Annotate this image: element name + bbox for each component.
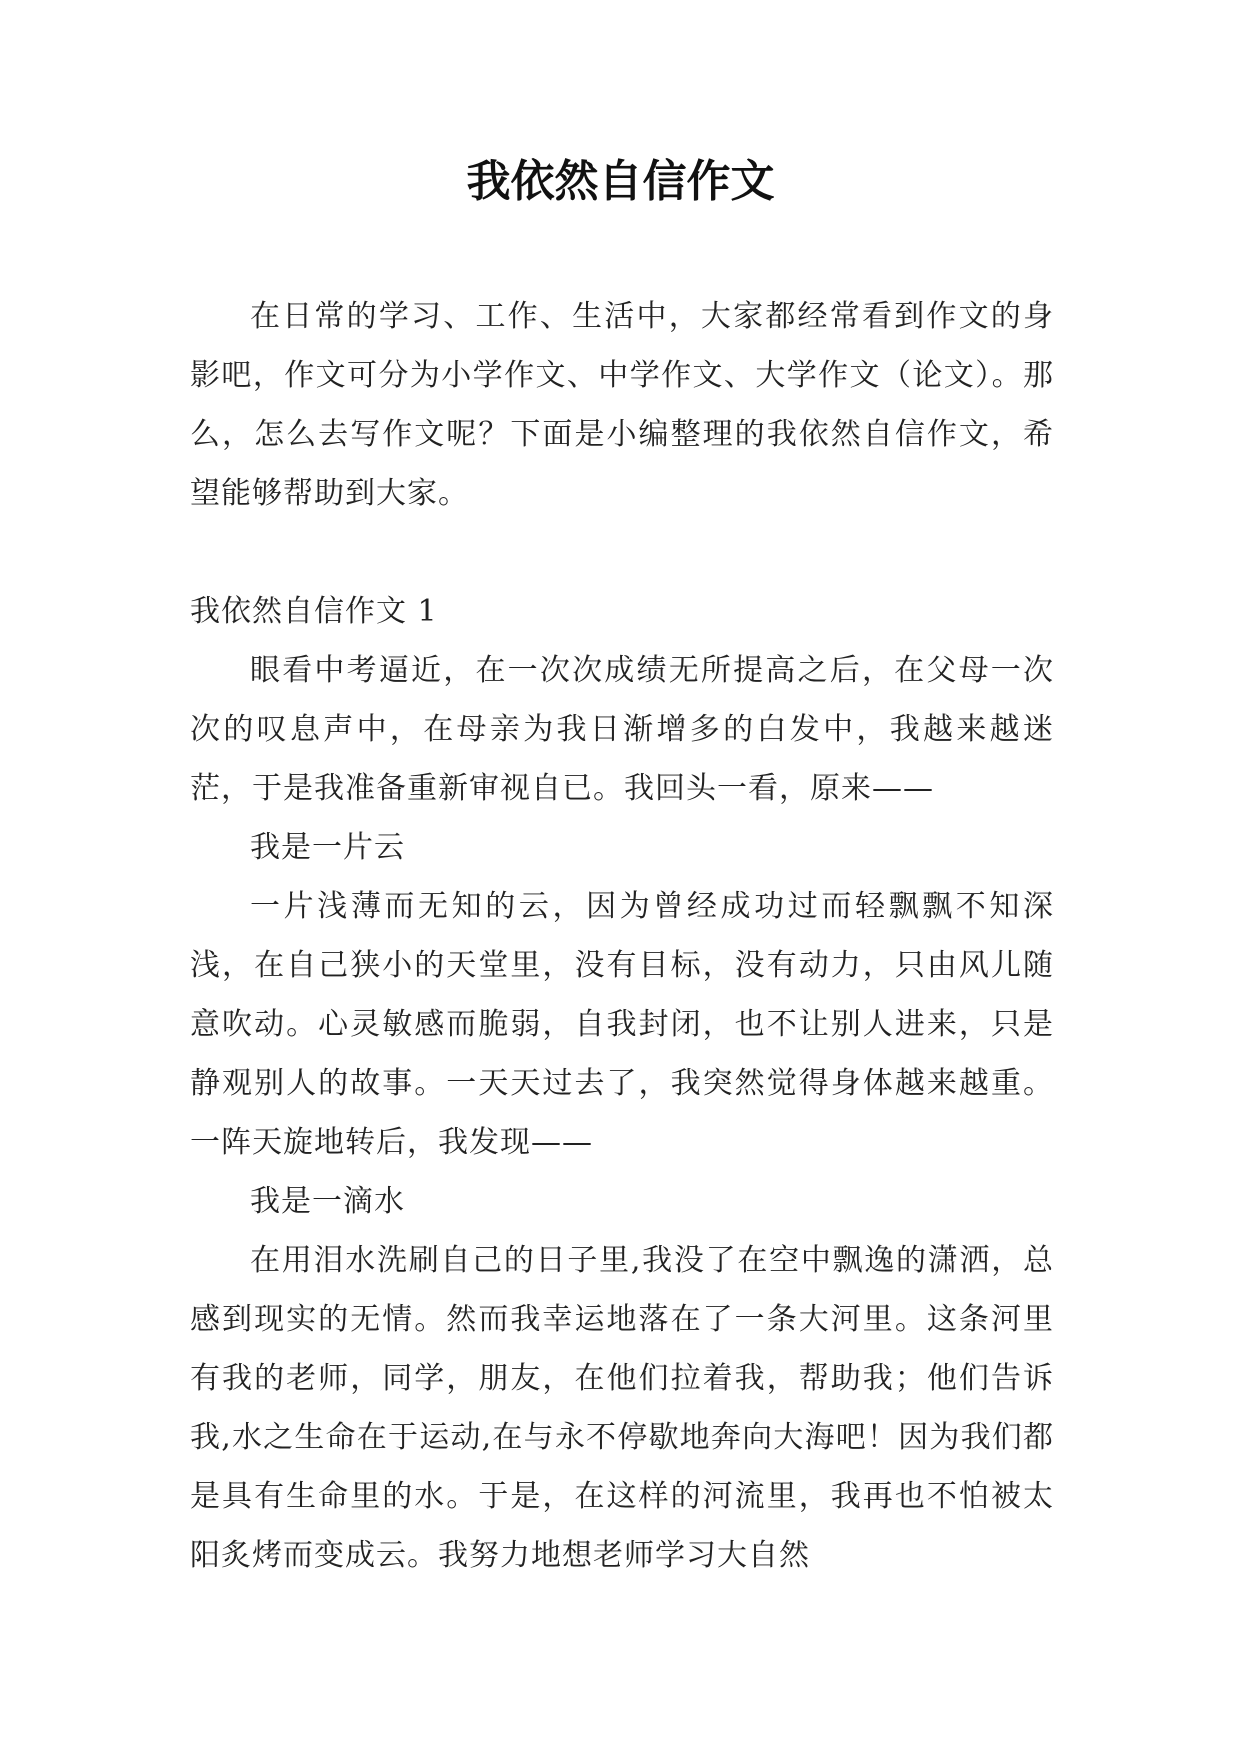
section-heading: 我依然自信作文 1 [190, 594, 438, 629]
body-paragraph: 在用泪水洗刷自己的日子里,我没了在空中飘逸的潇洒，总感到现实的无情。然而我幸运地落在了一条大河里。这条河里有我的老师，同学，朋友，在他们拉着我，帮助我；他们告诉我,水之生命在于运动,在与永不停歇地奔向大海吧！因为我们都是具有生命里的水。于是，在这样的河流里，我再也不怕被太阳炙烤而变成云。我努力地想老师学习大自然 [190, 1243, 1054, 1573]
intro-paragraph: 在日常的学习、工作、生活中，大家都经常看到作文的身影吧，作文可分为小学作文、中学作文、大学作文（论文）。那么，怎么去写作文呢？下面是小编整理的我依然自信作文，希望能够帮助到大家。 [190, 299, 1054, 511]
document-title: 我依然自信作文 [466, 156, 775, 207]
body-paragraph: 一片浅薄而无知的云，因为曾经成功过而轻飘飘不知深浅，在自己狭小的天堂里，没有目标，没有动力，只由风儿随意吹动。心灵敏感而脆弱，自我封闭，也不让别人进来，只是静观别人的故事。一天天过去了，我突然觉得身体越来越重。一阵天旋地转后，我发现—— [190, 889, 1054, 1160]
subheading-cloud: 我是一片云 [250, 830, 405, 865]
subheading-water: 我是一滴水 [250, 1184, 405, 1219]
body-paragraph: 眼看中考逼近，在一次次成绩无所提高之后，在父母一次次的叹息声中，在母亲为我日渐增多的白发中，我越来越迷茫，于是我准备重新审视自已。我回头一看，原来—— [190, 653, 1054, 806]
document-body [190, 287, 1054, 1585]
paragraph-spacer [190, 523, 1054, 582]
